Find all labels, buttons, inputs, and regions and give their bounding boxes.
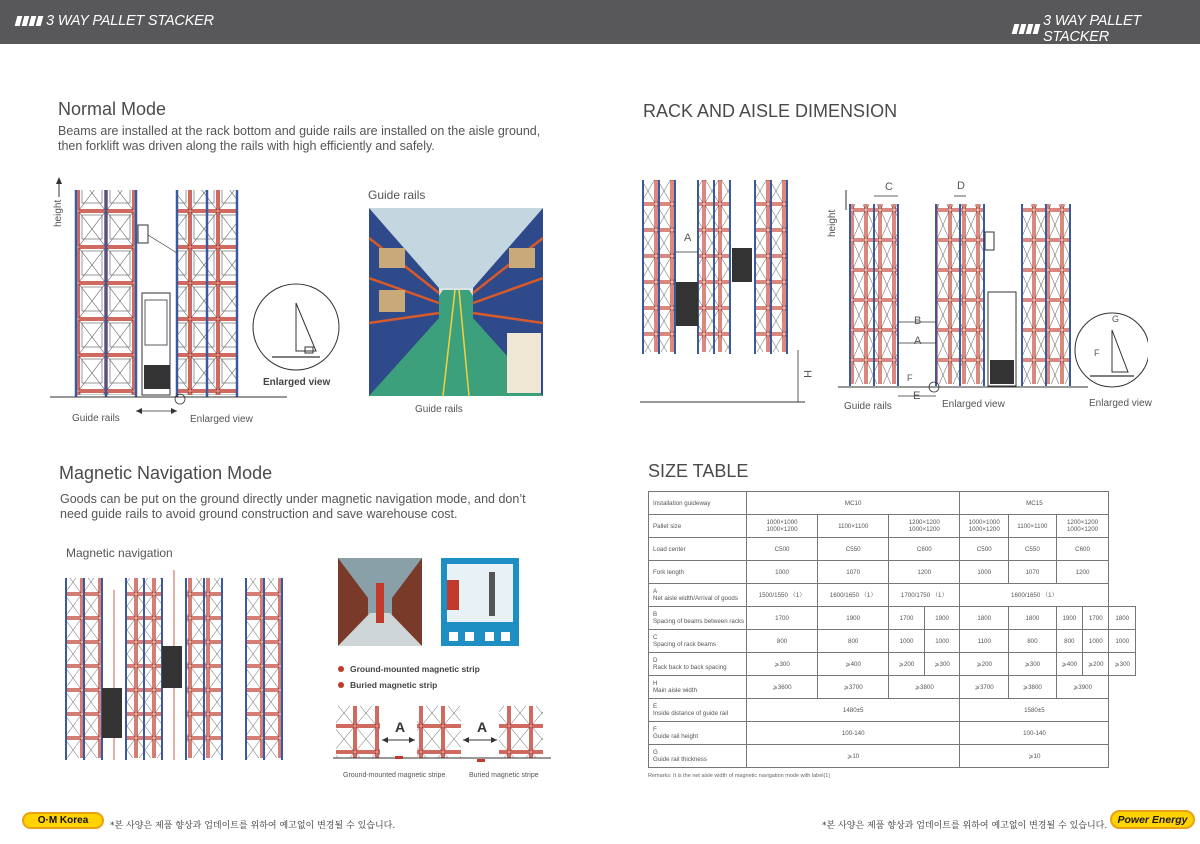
row-desc: Spacing of rack beams [653,641,716,648]
rack-aisle-diagram-right [838,180,1148,410]
header-title-left-text: 3 WAY PALLET STACKER [46,13,214,29]
table-cell: ⩾10 [960,745,1109,768]
legend-text: Buried magnetic strip [350,680,438,690]
normal-mode-description [58,124,540,154]
table-cell: 100-140 [960,722,1109,745]
table-cell: 1100×1100 [818,515,889,538]
table-cell: 1200×1200 1000×1200 [889,515,960,538]
warehouse-photo [369,208,543,396]
table-cell: 1900 [1056,607,1082,630]
table-cell: 1700 [747,607,818,630]
table-cell: 800 [1056,630,1082,653]
table-cell: ⩾3700 [960,676,1009,699]
table-cell: 1000×1000 1000×1200 [960,515,1009,538]
row-code: C [653,634,658,641]
enlarged-view-label-right: Enlarged view [942,399,1005,410]
size-table [648,491,1136,768]
table-cell: MC10 [747,492,960,515]
table-cell: 1200 [889,561,960,584]
legend-ground-mounted [338,664,480,674]
table-cell: 100-140 [747,722,960,745]
table-cell: 1200×1200 1000×1200 [1056,515,1109,538]
enlarged-view-label-right2: Enlarged view [1089,398,1152,409]
table-cell: ⩾300 [924,653,960,676]
guide-rails-label-right: Guide rails [844,401,892,412]
header-title-left [16,13,214,29]
table-cell: 1100×1100 [1009,515,1056,538]
table-cell: 1000 [747,561,818,584]
table-cell: 1580±5 [960,699,1109,722]
height-axis-label: height [53,199,64,227]
photo-caption: Guide rails [415,404,463,415]
dim-a-label: A [684,232,692,244]
size-table-remark: Remarks: It is the net aisle width of magnetic navigation mode with label(1) [648,773,831,779]
table-cell: 1800 [1109,607,1136,630]
stripe-label-buried: Buried magnetic stripe [469,772,539,779]
header-title-right [1013,13,1200,45]
magnetic-navigation-subtitle: Magnetic navigation [66,546,173,560]
table-cell: ⩾200 [889,653,925,676]
table-cell [649,699,747,722]
enlarged-view-bold-label: Enlarged view [263,377,331,388]
row-desc: Spacing of beams between racks [653,618,745,625]
row-desc: Net aisle width/Arrival of goods [653,595,738,602]
table-row [649,492,1136,515]
guide-rails-label: Guide rails [72,413,120,424]
table-cell [649,584,747,607]
table-cell: C600 [889,538,960,561]
row-code: G [653,749,658,756]
table-row [649,653,1136,676]
rack-aisle-title: RACK AND AISLE DIMENSION [643,101,898,121]
photo-title: Guide rails [368,188,426,202]
table-row [649,561,1136,584]
desc-line: then forklift was driven along the rails with high efficiently and safely. [58,139,435,153]
magnetic-mode-description [60,492,526,522]
table-cell: ⩾300 [1109,653,1136,676]
table-cell [649,653,747,676]
magnetic-rack-diagram [64,570,294,765]
table-cell: Installation guideway [649,492,747,515]
table-cell: 1700 [1083,607,1109,630]
table-cell: C500 [960,538,1009,561]
aisle-marker-a: A [395,719,406,735]
row-desc: Inside distance of guide rail [653,710,728,717]
red-dot-icon [338,666,344,672]
dim-a-label: A [914,335,922,347]
row-code: F [653,726,657,733]
table-cell: ⩾300 [1009,653,1056,676]
dim-h-label: H [800,370,813,378]
dim-b-label: B [914,315,922,327]
dim-f-label: F [907,373,913,383]
table-cell: 1070 [1009,561,1056,584]
table-cell: C550 [1009,538,1056,561]
row-desc: Guide rail height [653,733,699,740]
table-cell: 1900 [924,607,960,630]
table-cell: 1900 [818,607,889,630]
footer-note-right: *본 사양은 제품 향상과 업데이트를 위하여 예고없이 변경될 수 있습니다. [822,821,1108,831]
normal-mode-rack-diagram [50,175,350,430]
table-cell: ⩾10 [747,745,960,768]
table-cell [649,722,747,745]
size-table-title: SIZE TABLE [648,461,749,481]
row-code: D [653,657,658,664]
table-cell [649,676,747,699]
table-cell: 1100 [960,630,1009,653]
table-cell: ⩾3600 [747,676,818,699]
table-cell: 1700/1750 （1） [889,584,960,607]
row-desc: Guide rail thickness [653,756,707,763]
table-cell: Load center [649,538,747,561]
table-cell [649,745,747,768]
dim-e-label: E [913,390,921,402]
table-cell: ⩾300 [747,653,818,676]
table-cell: 1000 [924,630,960,653]
magnetic-aisle-photo [338,558,422,646]
rack-aisle-diagram-left [640,178,810,408]
desc-line: Beams are installed at the rack bottom and guide rails are installed on the aisle ground, [58,124,541,138]
table-cell: ⩾200 [960,653,1009,676]
table-row [649,584,1136,607]
table-cell: 1700 [889,607,925,630]
control-screen-image [441,558,519,646]
table-cell: ⩾3800 [889,676,960,699]
table-row [649,630,1136,653]
table-cell: C550 [818,538,889,561]
table-cell: Fork length [649,561,747,584]
table-cell: ⩾400 [818,653,889,676]
table-cell: 1600/1650 （1） [960,584,1109,607]
table-cell: ⩾3900 [1056,676,1109,699]
dim-f-label-enlarged: F [1094,348,1100,358]
table-cell: ⩾3700 [818,676,889,699]
row-code: H [653,680,658,687]
stripe-icon [16,16,42,26]
row-code: B [653,611,658,618]
magnetic-mode-title: Magnetic Navigation Mode [59,463,273,483]
desc-line: Goods can be put on the ground directly under magnetic navigation mode, and don’t [60,492,526,506]
table-cell: 1480±5 [747,699,960,722]
stripe-icon [1013,24,1039,34]
table-cell: ⩾400 [1056,653,1082,676]
table-cell: 1200 [1056,561,1109,584]
magnetic-strip-diagram [333,700,551,762]
table-cell: 800 [747,630,818,653]
height-axis-label-right: height [827,209,838,237]
om-korea-logo: O·M Korea [22,812,104,829]
row-code: E [653,703,658,710]
table-row [649,745,1136,768]
table-cell: 1070 [818,561,889,584]
table-cell: ⩾200 [1083,653,1109,676]
red-dot-icon [338,682,344,688]
table-row [649,722,1136,745]
table-row [649,515,1136,538]
dim-d-label: D [957,180,965,192]
dim-g-label: G [1112,314,1120,324]
table-row [649,699,1136,722]
table-cell: 1000 [1083,630,1109,653]
table-cell: 1000 [1109,630,1136,653]
stripe-label-ground: Ground-mounted magnetic stripe [343,772,446,779]
table-cell: 1000 [889,630,925,653]
aisle-marker-a: A [477,719,488,735]
power-energy-logo: Power Energy [1110,810,1195,829]
legend-buried [338,680,437,690]
row-desc: Main aisle width [653,687,698,694]
table-cell: Pallet size [649,515,747,538]
table-cell: 800 [1009,630,1056,653]
header-title-right-text: 3 WAY PALLET STACKER [1043,13,1142,45]
table-row [649,538,1136,561]
table-cell: 1000×1000 1000×1200 [747,515,818,538]
table-cell [649,630,747,653]
table-cell: C500 [747,538,818,561]
table-cell: ⩾3800 [1009,676,1056,699]
footer-note-left: *본 사양은 제품 향상과 업데이트를 위하여 예고없이 변경될 수 있습니다. [110,821,396,831]
table-cell: 1000 [960,561,1009,584]
table-row [649,676,1136,699]
dim-c-label: C [885,181,893,193]
table-row [649,607,1136,630]
table-cell: MC15 [960,492,1109,515]
table-cell: 1800 [960,607,1009,630]
row-desc: Rack back to back spacing [653,664,727,671]
table-cell: C600 [1056,538,1109,561]
table-cell: 1500/1550 （1） [747,584,818,607]
normal-mode-title: Normal Mode [58,99,167,119]
table-cell: 1600/1650 （1） [818,584,889,607]
table-cell: 800 [818,630,889,653]
desc-line: need guide rails to avoid ground construction and save warehouse cost. [60,507,458,521]
legend-text: Ground-mounted magnetic strip [350,664,480,674]
row-code: A [653,588,658,595]
enlarged-view-label: Enlarged view [190,414,253,425]
table-cell: 1800 [1009,607,1056,630]
table-cell [649,607,747,630]
